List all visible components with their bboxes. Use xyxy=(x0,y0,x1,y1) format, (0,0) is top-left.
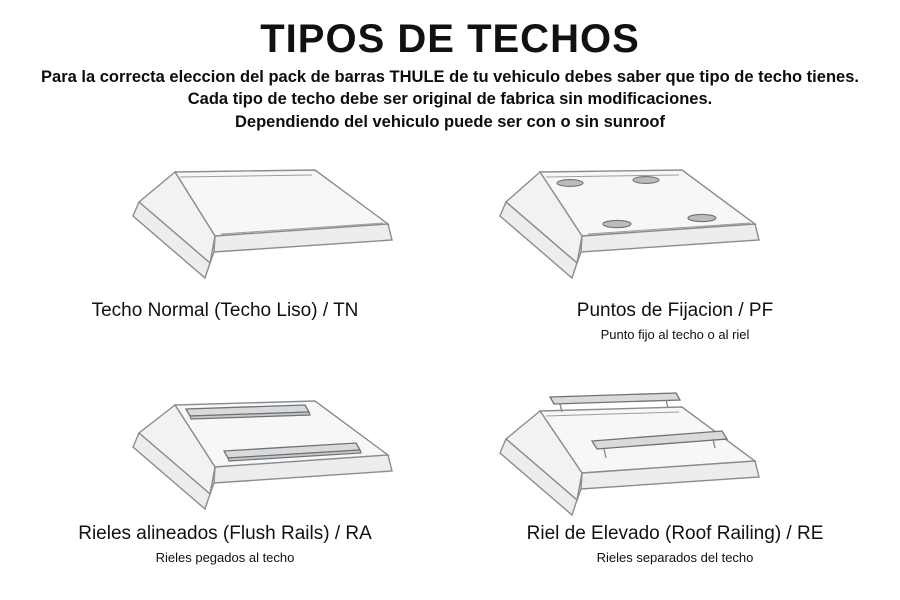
roof-type-card-tn xyxy=(0,150,450,375)
illustration-ra xyxy=(0,375,450,525)
caption-main-ra: Rieles alineados (Flush Rails) / RA xyxy=(78,523,372,544)
illustration-re xyxy=(450,375,900,525)
car-roof-fixpoints-icon xyxy=(450,150,900,300)
car-roof-raised-rails-icon xyxy=(450,375,900,525)
caption-main-tn: Techo Normal (Techo Liso) / TN xyxy=(91,300,359,321)
car-roof-plain-icon xyxy=(0,150,450,300)
caption-pf xyxy=(450,300,900,342)
page-title: TIPOS DE TECHOS xyxy=(260,17,640,61)
roof-type-card-pf xyxy=(450,150,900,375)
illustration-tn xyxy=(0,150,450,300)
caption-sub-ra: Rieles pegados al techo xyxy=(155,549,295,565)
caption-sub-pf: Punto fijo al techo o al riel xyxy=(600,326,750,342)
caption-tn xyxy=(0,300,450,323)
car-roof-flush-rails-icon xyxy=(0,375,450,525)
caption-sub-re: Rieles separados del techo xyxy=(596,549,754,565)
subtitle-line-2: Cada tipo de techo debe ser original de fabrica sin modificaciones. xyxy=(187,90,713,109)
caption-main-pf: Puntos de Fijacion / PF xyxy=(576,300,774,321)
roof-type-card-ra xyxy=(0,375,450,600)
caption-re xyxy=(450,523,900,565)
subtitle-block xyxy=(0,66,900,133)
illustration-pf xyxy=(450,150,900,300)
caption-main-re: Riel de Elevado (Roof Railing) / RE xyxy=(526,523,824,544)
roof-type-card-re xyxy=(450,375,900,600)
caption-ra xyxy=(0,523,450,565)
roof-types-grid xyxy=(0,150,900,600)
subtitle-line-3: Dependiendo del vehiculo puede ser con o sin sunroof xyxy=(235,112,665,131)
subtitle-line-1: Para la correcta eleccion del pack de barras THULE de tu vehiculo debes saber que tipo de techo tienes. xyxy=(41,68,859,86)
